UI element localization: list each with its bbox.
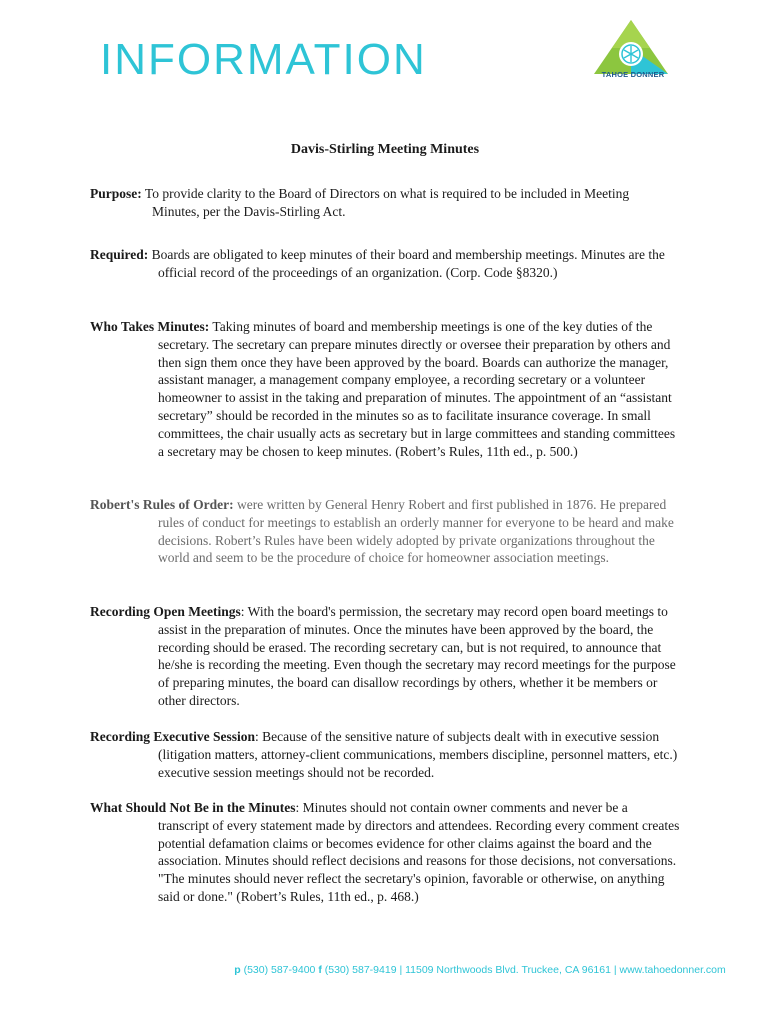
section-recording-executive-session [90, 728, 680, 781]
section-label: Recording Executive Session [90, 729, 255, 744]
section-required [90, 246, 680, 282]
section-text: were written by General Henry Robert and first published in 1876. He prepared rules of conduct for meetings to establish an orderly manner for everyone to be heard and make decisions. Robert’s Rules have been widely adopted by private organizations throughout the world and seem to be the procedure of choice for homeowner association meetings. [158, 497, 674, 566]
section-label: Required: [90, 247, 149, 262]
footer-phone-label: p [234, 964, 241, 976]
logo-text: TAHOE DONNER [601, 70, 665, 79]
header-title: INFORMATION [100, 35, 427, 84]
footer-fax-address: (530) 587-9419 | 11509 Northwoods Blvd. Truckee, CA 96161 | www.tahoedonner.com [324, 964, 726, 976]
section-label: Recording Open Meetings [90, 604, 241, 619]
section-purpose [90, 185, 680, 221]
section-label: Robert's Rules of Order: [90, 497, 234, 512]
document-title: Davis-Stirling Meeting Minutes [290, 142, 480, 157]
section-label: Purpose: [90, 186, 142, 201]
footer-phone: (530) 587-9400 [243, 964, 316, 976]
section-text: : Because of the sensitive nature of subjects dealt with in executive session (litigation matters, attorney-client communications, members discipline, personnel matters, etc.) executive session meetings should not be recorded. [158, 729, 678, 780]
section-roberts-rules [90, 496, 680, 567]
section-label: What Should Not Be in the Minutes [90, 800, 296, 815]
footer-contact [0, 964, 770, 976]
section-text: Taking minutes of board and membership meetings is one of the key duties of the secretary. The secretary can prepare minutes directly or oversee their preparation by others and then sign them once they have been approved by the board. Boards can authorize the manager, assistant manager, a management company employee, a recording secretary or a volunteer homeowner to assist in the taking and preparation of minutes. The appointment of an “assistant secretary” should be recorded in the minutes so as to facilitate insurance coverage. In small committees, the chair usually acts as secretary but in large committees and standing committees a secretary may be chosen to keep minutes. (Robert’s Rules, 11th ed., p. 500.) [158, 319, 676, 459]
section-text: : Minutes should not contain owner comments and never be a transcript of every statement made by directors and attendees. Recording every comment creates potential defamation claims or becomes evidence for other claims against the board and the association. Minutes should reflect decisions and reasons for those decisions, not conversations. "The minutes should never reflect the secretary's opinion, favorable or otherwise, on anything said or done." (Robert’s Rules, 11th ed., p. 468.) [158, 800, 680, 904]
section-label: Who Takes Minutes: [90, 319, 210, 334]
section-text: Boards are obligated to keep minutes of their board and membership meetings. Minutes are the official record of the proceedings of an organization. (Corp. Code §8320.) [151, 247, 665, 280]
section-text: : With the board's permission, the secretary may record open board meetings to assist in the preparation of minutes. Once the minutes have been approved by the board, the recording should be erased. The recording secretary can, but is not required, to announce that he/she is recording the meeting. Even though the secretary may record meetings for the purpose of preparing minutes, the board can disallow recordings by others, whether it be members or other directors. [158, 604, 676, 708]
footer-fax-label: f [318, 964, 322, 976]
section-who-takes-minutes [90, 318, 680, 460]
section-what-should-not-be [90, 799, 680, 906]
section-recording-open-meetings [90, 603, 680, 710]
section-text: To provide clarity to the Board of Directors on what is required to be included in Meeting Minutes, per the Davis-Stirling Act. [144, 186, 630, 219]
